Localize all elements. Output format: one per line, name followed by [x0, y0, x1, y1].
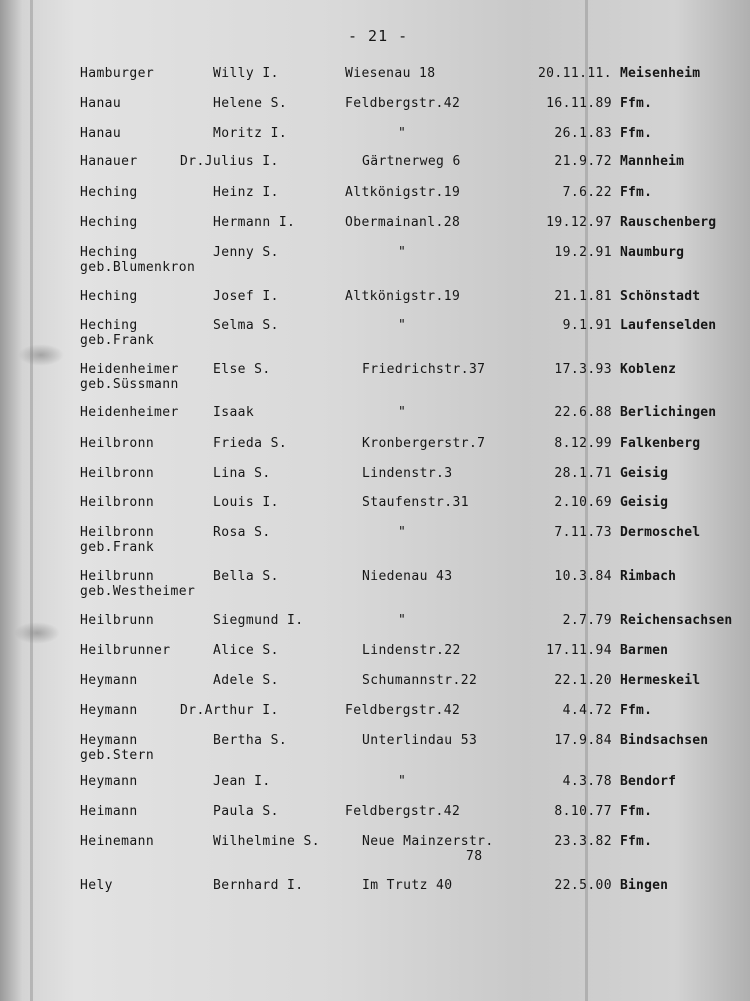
birth-place-cell: Mannheim [620, 154, 685, 169]
surname: Heymann [80, 673, 138, 688]
birth-date-cell: 7.6.22 [562, 185, 612, 200]
surname-cell [80, 215, 138, 230]
surname-cell [80, 774, 138, 789]
address: Friedrichstr.37 [362, 362, 486, 377]
birth-place-cell: Meisenheim [620, 66, 701, 81]
surname: Hanau [80, 126, 122, 141]
birth-place-cell: Koblenz [620, 362, 677, 377]
surname-cell [80, 245, 195, 275]
given-name-cell: Heinz I. [213, 185, 279, 200]
given-name-cell: Alice S. [213, 643, 279, 658]
birth-place-cell: Ffm. [620, 126, 653, 141]
surname: Hanau [80, 96, 122, 111]
given-name-cell: Lina S. [213, 466, 271, 481]
birth-place-cell: Rimbach [620, 569, 677, 584]
address: Staufenstr.31 [362, 495, 469, 510]
register-row [0, 733, 750, 773]
given-name-cell: Dr.Arthur I. [180, 703, 279, 718]
birth-place-cell: Berlichingen [620, 405, 717, 420]
surname: Heching [80, 245, 138, 260]
birth-place-cell: Ffm. [620, 703, 653, 718]
register-row [0, 569, 750, 609]
address-cell [345, 289, 525, 304]
birth-place-cell: Geisig [620, 495, 669, 510]
birth-place-cell: Dermoschel [620, 525, 701, 540]
surname-cell [80, 466, 154, 481]
birth-place-cell: Hermeskeil [620, 673, 701, 688]
birth-date-cell: 2.7.79 [562, 613, 612, 628]
birth-place-cell: Geisig [620, 466, 669, 481]
birth-place-cell: Bindsachsen [620, 733, 709, 748]
surname-cell [80, 525, 154, 555]
surname-cell [80, 318, 154, 348]
birth-place-cell: Bingen [620, 878, 669, 893]
given-name-cell: Josef I. [213, 289, 279, 304]
surname-cell [80, 703, 138, 718]
surname: Heching [80, 289, 138, 304]
register-row [0, 318, 750, 358]
birth-date-cell: 7.11.73 [554, 525, 612, 540]
address: " [398, 126, 407, 141]
birth-date-cell: 26.1.83 [554, 126, 612, 141]
given-name-cell: Paula S. [213, 804, 279, 819]
birth-place-cell: Rauschenberg [620, 215, 717, 230]
surname: Heching [80, 185, 138, 200]
birth-date-cell: 22.6.88 [554, 405, 612, 420]
surname-cell [80, 66, 154, 81]
birth-date-cell: 19.12.97 [546, 215, 612, 230]
address: " [398, 613, 407, 628]
surname: Heching [80, 318, 138, 333]
page-number: - 21 - [348, 27, 409, 45]
address-continued: 78 [466, 849, 483, 864]
address: Neue Mainzerstr. [362, 834, 494, 849]
surname: Heching [80, 215, 138, 230]
surname: Hely [80, 878, 113, 893]
birth-place-cell: Laufenselden [620, 318, 717, 333]
birth-date-cell: 17.9.84 [554, 733, 612, 748]
given-name-cell: Dr.Julius I. [180, 154, 279, 169]
birth-place-cell: Reichensachsen [620, 613, 733, 628]
address-cell [345, 804, 525, 819]
address: Wiesenau 18 [345, 66, 436, 81]
given-name-cell: Siegmund I. [213, 613, 304, 628]
surname: Heilbronn [80, 436, 155, 451]
birth-date-cell: 21.9.72 [554, 154, 612, 169]
surname: Heilbrunn [80, 613, 155, 628]
birth-date-cell: 22.1.20 [554, 673, 612, 688]
given-name-cell: Moritz I. [213, 126, 288, 141]
address-cell [345, 185, 525, 200]
register-row [0, 245, 750, 285]
address: Schumannstr.22 [362, 673, 478, 688]
address: Gärtnerweg 6 [362, 154, 461, 169]
birth-date-cell: 9.1.91 [562, 318, 612, 333]
register-row [0, 878, 750, 918]
surname-cell [80, 733, 154, 763]
address: Feldbergstr.42 [345, 703, 461, 718]
birth-date-cell: 4.4.72 [562, 703, 612, 718]
birth-place-cell: Falkenberg [620, 436, 701, 451]
surname-cell [80, 569, 195, 599]
given-name-cell: Willy I. [213, 66, 279, 81]
address: " [398, 245, 407, 260]
register-row [0, 834, 750, 874]
surname: Heimann [80, 804, 138, 819]
birth-place-cell: Naumburg [620, 245, 685, 260]
surname-cell [80, 154, 138, 169]
address: Im Trutz 40 [362, 878, 453, 893]
surname: Heilbronn [80, 525, 155, 540]
surname-cell [80, 96, 121, 111]
birth-place-cell: Ffm. [620, 96, 653, 111]
given-name-cell: Rosa S. [213, 525, 271, 540]
given-name-cell: Jean I. [213, 774, 271, 789]
birth-date-cell: 8.10.77 [554, 804, 612, 819]
surname: Heidenheimer [80, 405, 179, 420]
birth-date-cell: 22.5.00 [554, 878, 612, 893]
surname: Hanauer [80, 154, 138, 169]
surname-cell [80, 436, 154, 451]
address: " [398, 405, 407, 420]
maiden-name: geb.Süssmann [80, 377, 179, 392]
given-name-cell: Frieda S. [213, 436, 288, 451]
address: " [398, 318, 407, 333]
address-cell [345, 703, 525, 718]
birth-date-cell: 8.12.99 [554, 436, 612, 451]
given-name-cell: Bella S. [213, 569, 279, 584]
birth-place-cell: Bendorf [620, 774, 677, 789]
given-name-cell: Wilhelmine S. [213, 834, 320, 849]
surname-cell [80, 289, 138, 304]
birth-date-cell: 4.3.78 [562, 774, 612, 789]
register-row [0, 525, 750, 565]
birth-date-cell: 17.3.93 [554, 362, 612, 377]
address: Lindenstr.3 [362, 466, 453, 481]
address-cell [345, 66, 525, 81]
surname: Heilbronn [80, 466, 155, 481]
address: Kronbergerstr.7 [362, 436, 486, 451]
surname-cell [80, 673, 138, 688]
birth-date-cell: 10.3.84 [554, 569, 612, 584]
birth-place-cell: Ffm. [620, 834, 653, 849]
address: Unterlindau 53 [362, 733, 478, 748]
address: " [398, 774, 407, 789]
surname-cell [80, 185, 138, 200]
given-name-cell: Helene S. [213, 96, 288, 111]
address-cell [345, 96, 525, 111]
surname: Heilbrunner [80, 643, 171, 658]
surname: Heymann [80, 703, 138, 718]
maiden-name: geb.Frank [80, 540, 155, 555]
given-name-cell: Selma S. [213, 318, 279, 333]
address: Niedenau 43 [362, 569, 453, 584]
surname: Heinemann [80, 834, 155, 849]
maiden-name: geb.Stern [80, 748, 155, 763]
given-name-cell: Isaak [213, 405, 255, 420]
birth-date-cell: 20.11.11. [537, 66, 612, 81]
birth-date-cell: 16.11.89 [546, 96, 612, 111]
given-name-cell: Louis I. [213, 495, 279, 510]
given-name-cell: Else S. [213, 362, 271, 377]
surname: Heymann [80, 733, 138, 748]
maiden-name: geb.Blumenkron [80, 260, 196, 275]
maiden-name: geb.Westheimer [80, 584, 196, 599]
birth-date-cell: 17.11.94 [546, 643, 612, 658]
register-row [0, 362, 750, 402]
maiden-name: geb.Frank [80, 333, 155, 348]
address: Lindenstr.22 [362, 643, 461, 658]
surname-cell [80, 613, 154, 628]
birth-date-cell: 19.2.91 [554, 245, 612, 260]
given-name-cell: Bernhard I. [213, 878, 304, 893]
given-name-cell: Hermann I. [213, 215, 296, 230]
birth-place-cell: Ffm. [620, 185, 653, 200]
given-name-cell: Jenny S. [213, 245, 279, 260]
address: Feldbergstr.42 [345, 96, 461, 111]
given-name-cell: Adele S. [213, 673, 279, 688]
birth-place-cell: Barmen [620, 643, 669, 658]
surname-cell [80, 405, 179, 420]
address: Feldbergstr.42 [345, 804, 461, 819]
address: Obermainanl.28 [345, 215, 461, 230]
birth-place-cell: Ffm. [620, 804, 653, 819]
birth-date-cell: 2.10.69 [554, 495, 612, 510]
surname-cell [80, 362, 179, 392]
address-cell [345, 215, 525, 230]
surname: Heilbrunn [80, 569, 155, 584]
birth-date-cell: 21.1.81 [554, 289, 612, 304]
surname: Heilbronn [80, 495, 155, 510]
birth-place-cell: Schönstadt [620, 289, 701, 304]
surname: Heymann [80, 774, 138, 789]
surname: Hamburger [80, 66, 155, 81]
birth-date-cell: 23.3.82 [554, 834, 612, 849]
surname-cell [80, 643, 171, 658]
address: Altkönigstr.19 [345, 289, 461, 304]
surname-cell [80, 495, 154, 510]
address: " [398, 525, 407, 540]
surname-cell [80, 126, 121, 141]
birth-date-cell: 28.1.71 [554, 466, 612, 481]
surname-cell [80, 834, 154, 849]
given-name-cell: Bertha S. [213, 733, 288, 748]
address: Altkönigstr.19 [345, 185, 461, 200]
surname-cell [80, 804, 138, 819]
surname: Heidenheimer [80, 362, 179, 377]
surname-cell [80, 878, 113, 893]
